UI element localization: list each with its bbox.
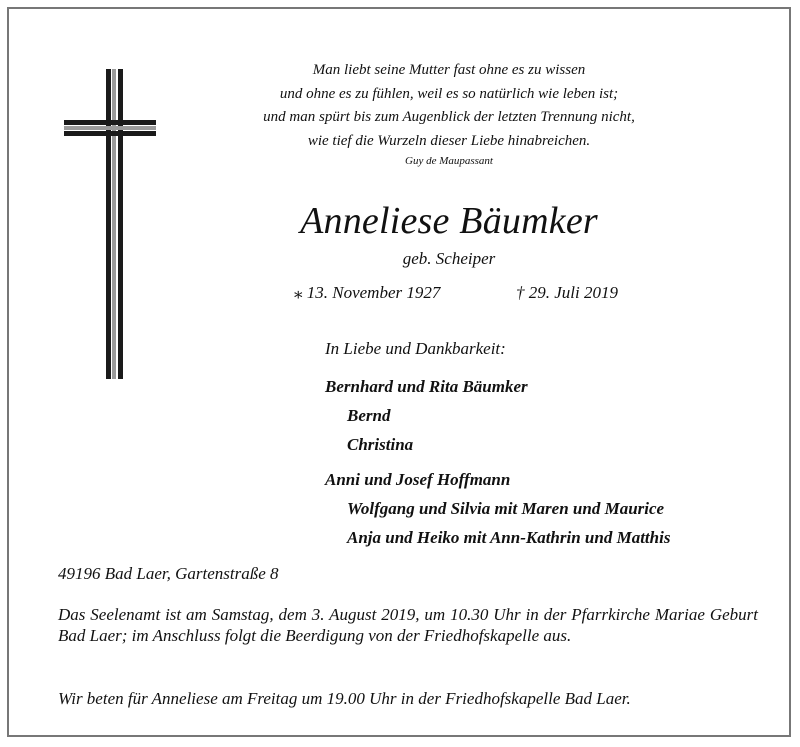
deceased-name: Anneliese Bäumker [300, 200, 598, 242]
prayer-notice: Wir beten für Anneliese am Freitag um 19.00 Uhr in der Friedhofskapelle Bad Laer. [58, 689, 631, 708]
family-group [325, 465, 670, 552]
maiden-name: geb. Scheiper [402, 249, 496, 268]
birth-date: ⁎ 13. November 1927 [294, 283, 441, 302]
family-member: Christina [347, 435, 414, 454]
cross-icon [64, 69, 156, 379]
family-head: Bernhard und Rita Bäumker [325, 377, 528, 396]
quote-author: Guy de Maupassant [405, 155, 493, 167]
quote-line: und ohne es zu fühlen, weil es so natürlich wie leben ist; [279, 85, 619, 102]
family-head: Anni und Josef Hoffmann [325, 470, 511, 489]
quote-line: und man spürt bis zum Augenblick der letzten Trennung nicht, [263, 109, 635, 125]
quote-line: wie tief die Wurzeln dieser Liebe hinabreichen. [307, 132, 591, 149]
mourners-intro: In Liebe und Dankbarkeit: [325, 339, 506, 358]
quote-line: Man liebt seine Mutter fast ohne es zu wissen [312, 62, 586, 78]
death-date: † 29. Juli 2019 [516, 283, 618, 302]
obituary-frame [7, 7, 791, 737]
family-member: Wolfgang und Silvia mit Maren und Maurice [347, 499, 665, 518]
life-dates [294, 283, 654, 303]
family-group [325, 372, 528, 459]
quote [219, 59, 679, 153]
address: 49196 Bad Laer, Gartenstraße 8 [58, 564, 279, 583]
service-notice: Das Seelenamt ist am Samstag, dem 3. August 2019, um 10.30 Uhr in der Pfarrkirche Mariae Geburt Bad Laer; im Anschluss folgt die Beerdigung von der Friedhofskapelle aus. [58, 605, 758, 645]
family-member: Bernd [347, 406, 391, 425]
family-member: Anja und Heiko mit Ann-Kathrin und Matthis [347, 528, 671, 547]
